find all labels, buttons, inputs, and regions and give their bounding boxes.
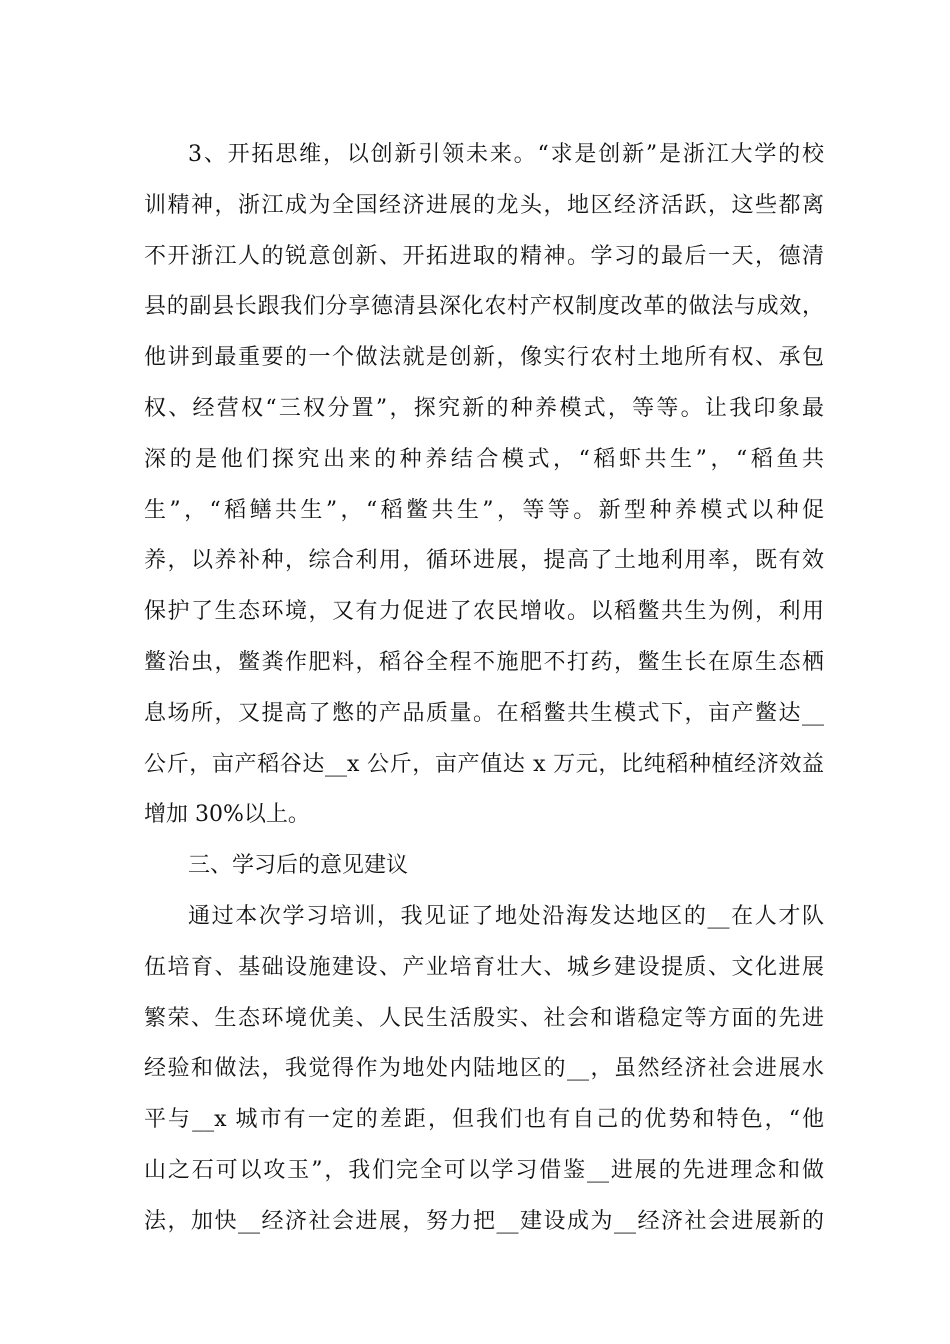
paragraph-line: 他讲到最重要的一个做法就是创新，像实行农村土地所有权、承包 — [144, 345, 824, 371]
paragraph-line: 保护了生态环境，又有力促进了农民增收。以稻鳖共生为例，利用 — [144, 599, 824, 625]
paragraph-line: 伍培育、基础设施建设、产业培育壮大、城乡建设提质、文化进展 — [144, 954, 824, 980]
paragraph-line: 鳖治虫，鳖粪作肥料，稻谷全程不施肥不打药，鳖生长在原生态栖 — [144, 649, 824, 675]
paragraph-line: 通过本次学习培训，我见证了地处沿海发达地区的__在人才队 — [188, 903, 824, 929]
paragraph-line: 息场所，又提高了憋的产品质量。在稻鳖共生模式下，亩产鳖达__ — [144, 700, 824, 726]
paragraph-line: 不开浙江人的锐意创新、开拓进取的精神。学习的最后一天，德清 — [144, 243, 824, 269]
paragraph-line: 训精神，浙江成为全国经济进展的龙头，地区经济活跃，这些都离 — [144, 192, 824, 218]
paragraph-line: 县的副县长跟我们分享德清县深化农村产权制度改革的做法与成效， — [144, 294, 824, 320]
paragraph-line: 增加 30%以上。 — [144, 802, 310, 828]
paragraph-line: 法，加快__经济社会进展，努力把__建设成为__经济社会进展新的 — [144, 1208, 824, 1234]
paragraph-line: 山之石可以攻玉”，我们完全可以学习借鉴__进展的先进理念和做 — [144, 1157, 824, 1183]
paragraph-line: 权、经营权“三权分置”，探究新的种养模式，等等。让我印象最 — [144, 395, 824, 421]
paragraph-line: 平与__x 城市有一定的差距，但我们也有自己的优势和特色，“他 — [144, 1107, 824, 1133]
document-body — [144, 130, 824, 1248]
paragraph-line: 繁荣、生态环境优美、人民生活殷实、社会和谐稳定等方面的先进 — [144, 1005, 824, 1031]
section-heading: 三、学习后的意见建议 — [188, 853, 409, 879]
paragraph-line: 养，以养补种，综合利用，循环进展，提高了土地利用率，既有效 — [144, 548, 824, 574]
paragraph-line: 公斤，亩产稻谷达__x 公斤，亩产值达 x 万元，比纯稻种植经济效益 — [144, 751, 824, 777]
paragraph-line: 经验和做法，我觉得作为地处内陆地区的__，虽然经济社会进展水 — [144, 1056, 824, 1082]
paragraph-line: 3、开拓思维，以创新引领未来。“求是创新”是浙江大学的校 — [188, 142, 824, 167]
paragraph-line: 深的是他们探究出来的种养结合模式，“稻虾共生”，“稻鱼共 — [144, 446, 824, 472]
paragraph-line: 生”，“稻鳝共生”，“稻鳖共生”，等等。新型种养模式以种促 — [144, 497, 824, 523]
